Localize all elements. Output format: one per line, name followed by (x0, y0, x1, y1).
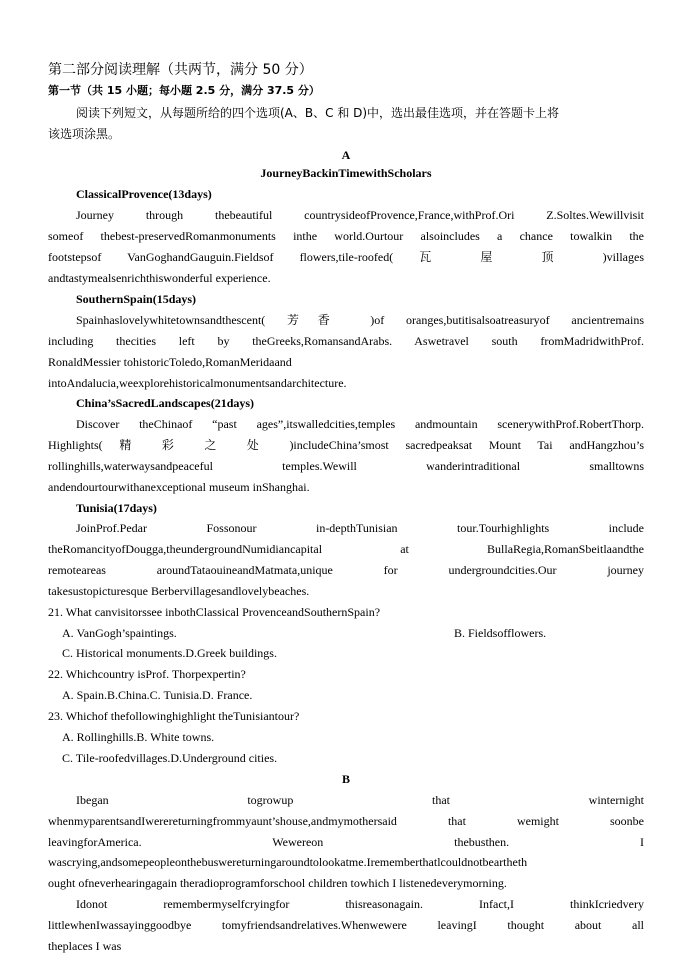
instructions-line-2: 该选项涂黑。 (48, 127, 121, 141)
passage-a-title: JourneyBackinTimewithScholars (260, 166, 432, 180)
text-line: ought ofneverhearingagain theradioprogramforschool children towhich I listenedeverymorning. (48, 876, 507, 890)
text-line: JoinProf.Pedar Fossonour in-depthTunisian tour.Tourhighlights include (76, 521, 644, 535)
question-22: 22. Whichcountry isProf. Thorpexpertin? (48, 667, 246, 681)
text-line: whenmyparentsandIwerereturningfrommyaunt’shouse,andmymothersaid that wemight soonbe (48, 814, 644, 828)
text-line: someof thebest-preservedRomanmonuments inthe world.Ourtour alsoincludes a chance towalkin the (48, 229, 644, 243)
text-line: Journey through thebeautiful countrysideofProvence,France,withProf.Ori Z.Soltes.Wewillvisit (76, 208, 644, 222)
text-line: andendourtourwithanexceptional museum inShanghai. (48, 480, 310, 494)
text-line: theplaces I was (48, 939, 122, 953)
section-heading-provence: ClassicalProvence(13days) (76, 187, 212, 201)
text-line: littlewhenIwassayinggoodbye tomyfriendsandrelatives.Whenwewere leavingI thought about all (48, 918, 644, 932)
passage-a-letter: A (341, 148, 351, 162)
text-line: remoteareas aroundTataouineandMatmata,unique for undergroundcities.Our journey (48, 563, 644, 577)
part-title: 第二部分阅读理解（共两节，满分 50 分） (48, 62, 313, 78)
question-23-options-ab: A. Rollinghills.B. White towns. (62, 730, 215, 744)
text-line: theRomancityofDougga,theundergroundNumidiancapital at BullaRegia,RomanSbeitlaandthe (48, 542, 644, 556)
question-23: 23. Whichof thefollowinghighlight theTunisiantour? (48, 709, 300, 723)
question-22-options: A. Spain.B.China.C. Tunisia.D. France. (62, 688, 253, 702)
section-heading-tunisia: Tunisia(17days) (76, 501, 157, 515)
text-line: Ibegan togrowup that winternight (76, 793, 644, 807)
text-line: including thecities left by theGreeks,RomansandArabs. Aswetravel south fromMadridwithProf. (48, 334, 644, 348)
question-21-option-a: A. VanGogh’spaintings. (62, 626, 177, 640)
text-line: Spainhaslovelywhitetownsandthescent( 芳香 )of oranges,butitisalsoatreasuryof ancientremains (76, 313, 644, 327)
instructions-line-1: 阅读下列短文，从每题所给的四个选项(A、B、C 和 D)中，选出最佳选项，并在答题卡上将 (76, 106, 560, 120)
question-21: 21. What canvisitorssee inbothClassical ProvenceandSouthernSpain? (48, 605, 381, 619)
section-title: 第一节（共 15 小题；每小题 2.5 分，满分 37.5 分） (48, 84, 320, 97)
text-line: Idonot remembermyselfcryingfor thisreasonagain. Infact,I thinkIcriedvery (76, 897, 644, 911)
text-line: rollinghills,waterwaysandpeaceful temples.Wewill wanderintraditional smalltowns (48, 459, 644, 473)
text-line: intoAndalucia,weexplorehistoricalmonumentsandarchitecture. (48, 376, 347, 390)
section-heading-china: China’sSacredLandscapes(21days) (76, 396, 255, 410)
text-line: takesustopicturesque Berbervillagesandlovelybeaches. (48, 584, 310, 598)
text-line: Highlights( 精 彩 之 处 )includeChina’smost sacredpeaksat Mount Tai andHangzhou’s (48, 438, 644, 452)
text-line: Discover theChinaof “past ages”,itswalledcities,temples andmountain scenerywithProf.RobertThorp. (76, 417, 644, 431)
question-21-option-b: B. Fieldsofflowers. (454, 626, 547, 640)
text-line: andtastymealsenrichthiswonderful experience. (48, 271, 271, 285)
question-21-options-cd: C. Historical monuments.D.Greek buildings. (62, 646, 277, 660)
text-line: leavingforAmerica. Wewereon thebusthen. I (48, 835, 644, 849)
question-23-options-cd: C. Tile-roofedvillages.D.Underground cities. (62, 751, 278, 765)
section-heading-spain: SouthernSpain(15days) (76, 292, 197, 306)
passage-b-letter: B (341, 772, 350, 786)
text-line: RonaldMessier tohistoricToledo,RomanMeridaand (48, 355, 292, 369)
text-line: wascrying,andsomepeopleonthebuswereturningaroundtolookatme.Irememberthatlcouldnotbeartheth (48, 855, 528, 869)
text-line: footstepsof VanGoghandGauguin.Fieldsof flowers,tile-roofed( 瓦 屋 顶 )villages (48, 250, 644, 264)
